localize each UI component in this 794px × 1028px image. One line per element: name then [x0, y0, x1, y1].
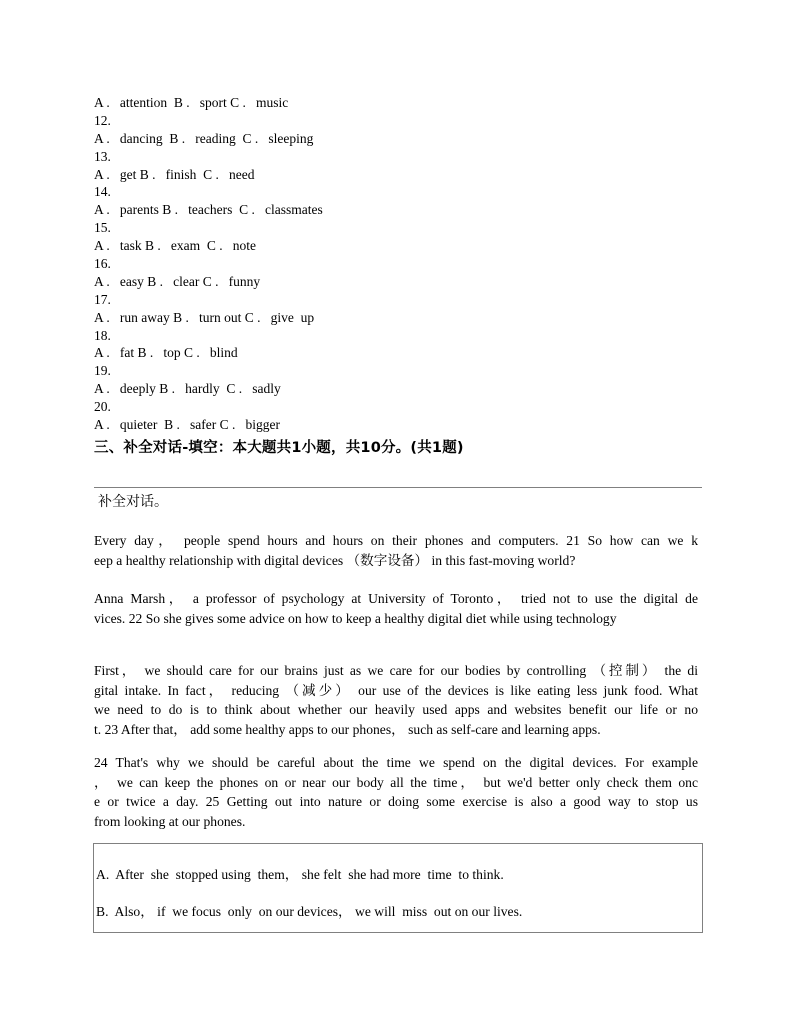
- option-line: A . dancing B . reading C . sleeping: [94, 130, 314, 146]
- option-line: A . run away B . turn out C . give up: [94, 309, 315, 325]
- question-number: 18.: [94, 327, 111, 343]
- question-number: 14.: [94, 184, 111, 200]
- option-line: A . task B . exam C . note: [94, 238, 256, 254]
- option-line: A . fat B . top C . blind: [94, 345, 238, 361]
- passage-line: we need to do is to think about whether our heavily used apps and websites benefit our life or no: [94, 702, 698, 718]
- passage-line: Anna Marsh， a professor of psychology at University of Toronto， tried not to use the digital de: [94, 591, 698, 606]
- question-number: 17.: [94, 291, 111, 307]
- option-line: A . quieter B . safer C . bigger: [94, 417, 280, 433]
- passage-line: Every day， people spend hours and hours on their phones and computers. 21 So how can we k: [94, 533, 698, 548]
- passage-line: t. 23 After that， add some healthy apps to our phones， such as self-care and learning apps.: [94, 721, 601, 737]
- passage-line: 24 That's why we should be careful about the time we spend on the digital devices. For example: [94, 755, 698, 770]
- instruction: 补全对话。: [98, 494, 168, 510]
- question-number: 20.: [94, 399, 111, 415]
- divider: [94, 487, 702, 488]
- passage-line: e or twice a day. 25 Getting out into nature or doing some exercise is also a good way to stop us: [94, 794, 698, 810]
- section-heading: 三、补全对话-填空：本大题共1小题，共10分。(共1题): [94, 440, 464, 456]
- question-number: 15.: [94, 220, 111, 236]
- option-line: A . deeply B . hardly C . sadly: [94, 381, 281, 397]
- option-line: A . get B . finish C . need: [94, 166, 255, 182]
- question-number: 19.: [94, 363, 111, 379]
- passage-line: from looking at our phones.: [94, 813, 246, 829]
- option-line: A . easy B . clear C . funny: [94, 273, 261, 289]
- answer-options-box: [93, 843, 703, 933]
- passage-line: First， we should care for our brains just as we care for our bodies by controlling （控制） the di: [94, 663, 698, 678]
- answer-option: A. After she stopped using them， she felt she had more time to think.: [96, 867, 504, 882]
- passage-paragraph-1: [94, 531, 698, 570]
- passage-line: eep a healthy relationship with digital devices （数字设备） in this fast-moving world?: [94, 552, 576, 568]
- option-line: A . parents B . teachers C . classmates: [94, 202, 323, 218]
- passage-line: vices. 22 So she gives some advice on how to keep a healthy digital diet while using technology: [94, 610, 617, 626]
- question-number: 16.: [94, 256, 111, 272]
- options-list: [94, 94, 323, 434]
- question-number: 13.: [94, 148, 111, 164]
- option-line: A . attention B . sport C . music: [94, 95, 289, 110]
- passage-paragraph-2: [94, 589, 698, 628]
- passage-line: ， we can keep the phones on or near our body all the time， but we'd better only check them onc: [94, 774, 698, 790]
- answer-option: B. Also， if we focus only on our devices， we will miss out on our lives.: [96, 904, 523, 919]
- passage-line: gital intake. In fact， reducing （减少） our use of the devices is like eating less junk food. What: [94, 682, 698, 698]
- passage-paragraph-4: [94, 753, 698, 831]
- question-number: 12.: [94, 112, 111, 128]
- passage-paragraph-3: [94, 661, 698, 739]
